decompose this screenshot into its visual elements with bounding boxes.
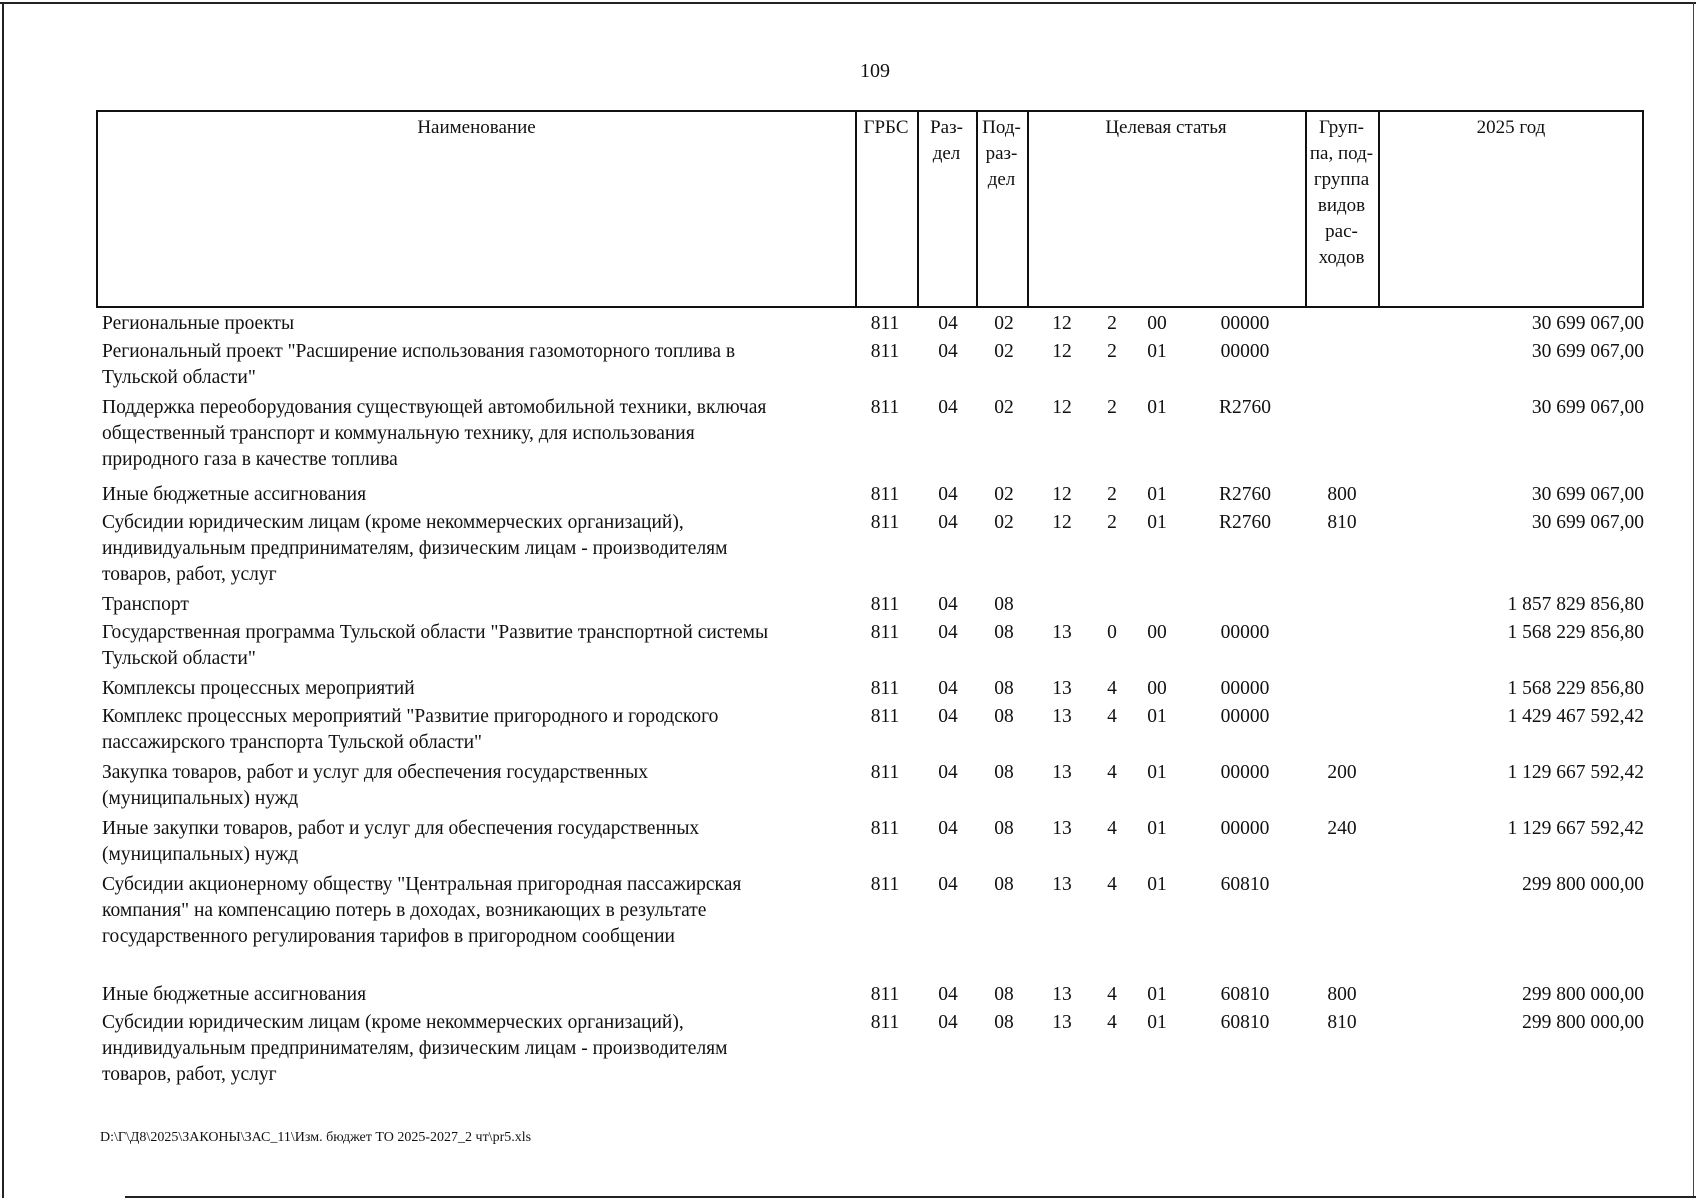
cell-target-structure: 01 <box>1147 512 1167 533</box>
cell-amount: 30 699 067,00 <box>1531 484 1644 505</box>
cell-podrazdel: 08 <box>994 594 1014 615</box>
cell-razdel: 04 <box>938 594 958 615</box>
cell-name: Закупка товаров, работ и услуг для обеспечения государственных (муниципальных) нужд <box>102 762 649 809</box>
cell-target-direction: 60810 <box>1220 984 1270 1005</box>
scan-border-right <box>1693 2 1694 1198</box>
cell-razdel: 04 <box>938 484 958 505</box>
cell-amount: 30 699 067,00 <box>1531 341 1644 362</box>
cell-target-type: 4 <box>1107 706 1117 727</box>
scan-border-left <box>2 2 4 1198</box>
cell-name: Поддержка переоборудования существующей автомобильной техники, включая общественный транспорт и коммунальную технику, для использования природного газа в качестве топлива <box>102 397 767 470</box>
cell-grbs: 811 <box>870 341 900 362</box>
cell-target-program: 12 <box>1052 484 1072 505</box>
cell-grbs: 811 <box>870 706 900 727</box>
cell-podrazdel: 02 <box>994 512 1014 533</box>
cell-grbs: 811 <box>870 762 900 783</box>
cell-target-structure: 01 <box>1147 484 1167 505</box>
cell-grbs: 811 <box>870 678 900 699</box>
cell-podrazdel: 08 <box>994 1012 1014 1033</box>
cell-amount: 1 857 829 856,80 <box>1507 594 1644 615</box>
cell-podrazdel: 08 <box>994 762 1014 783</box>
cell-razdel: 04 <box>938 762 958 783</box>
cell-target-structure: 00 <box>1147 313 1167 334</box>
cell-podrazdel: 02 <box>994 484 1014 505</box>
cell-target-direction: 00000 <box>1220 313 1270 334</box>
header-divider <box>855 112 857 306</box>
cell-podrazdel: 08 <box>994 984 1014 1005</box>
cell-target-direction: 00000 <box>1220 622 1270 643</box>
cell-target-type: 4 <box>1107 678 1117 699</box>
cell-podrazdel: 08 <box>994 818 1014 839</box>
cell-amount: 30 699 067,00 <box>1531 512 1644 533</box>
cell-name: Иные закупки товаров, работ и услуг для обеспечения государственных (муниципальных) нужд <box>102 818 700 865</box>
cell-target-direction: 60810 <box>1220 874 1270 895</box>
cell-amount: 1 129 667 592,42 <box>1507 762 1644 783</box>
cell-grbs: 811 <box>870 594 900 615</box>
cell-target-direction: R2760 <box>1218 397 1271 418</box>
scan-border-top <box>0 2 1696 4</box>
footer-file-path: D:\Г\Д8\2025\ЗАКОНЫ\ЗАС_11\Изм. бюджет ТО 2025-2027_2 чт\pr5.xls <box>100 1130 532 1145</box>
cell-razdel: 04 <box>938 1012 958 1033</box>
cell-target-structure: 01 <box>1147 762 1167 783</box>
cell-target-direction: 00000 <box>1220 818 1270 839</box>
cell-target-structure: 01 <box>1147 984 1167 1005</box>
cell-expense-group: 810 <box>1327 512 1357 533</box>
cell-target-program: 12 <box>1052 512 1072 533</box>
cell-razdel: 04 <box>938 984 958 1005</box>
cell-name: Субсидии юридическим лицам (кроме некоммерческих организаций), индивидуальным предпринимателям, физическим лицам - производителям товаров, работ, услуг <box>102 512 728 585</box>
cell-target-type: 0 <box>1107 622 1117 643</box>
cell-target-structure: 00 <box>1147 678 1167 699</box>
cell-name: Региональные проекты <box>102 313 295 334</box>
cell-target-direction: 60810 <box>1220 1012 1270 1033</box>
cell-target-structure: 01 <box>1147 397 1167 418</box>
cell-amount: 299 800 000,00 <box>1522 874 1644 895</box>
cell-podrazdel: 02 <box>994 341 1014 362</box>
cell-target-program: 13 <box>1052 706 1072 727</box>
cell-amount: 1 429 467 592,42 <box>1507 706 1644 727</box>
cell-grbs: 811 <box>870 313 900 334</box>
cell-name: Комплекс процессных мероприятий "Развитие пригородного и городского пассажирского транспорта Тульской области" <box>102 706 719 753</box>
header-gruppa-vidov-rashodov: Груп- па, под- группа видов рас- ходов <box>1309 117 1374 268</box>
cell-target-type: 4 <box>1107 818 1117 839</box>
cell-target-program: 12 <box>1052 313 1072 334</box>
header-divider <box>1378 112 1380 306</box>
scan-border-bottom <box>125 1196 1696 1198</box>
cell-target-direction: 00000 <box>1220 706 1270 727</box>
cell-grbs: 811 <box>870 818 900 839</box>
cell-grbs: 811 <box>870 397 900 418</box>
cell-podrazdel: 08 <box>994 678 1014 699</box>
cell-expense-group: 240 <box>1327 818 1357 839</box>
cell-amount: 30 699 067,00 <box>1531 313 1644 334</box>
cell-target-direction: R2760 <box>1218 512 1271 533</box>
cell-target-program: 13 <box>1052 622 1072 643</box>
cell-target-direction: 00000 <box>1220 678 1270 699</box>
cell-name: Региональный проект "Расширение использования газомоторного топлива в Тульской области" <box>102 341 736 388</box>
cell-expense-group: 200 <box>1327 762 1357 783</box>
cell-razdel: 04 <box>938 678 958 699</box>
cell-target-type: 4 <box>1107 984 1117 1005</box>
header-divider <box>1027 112 1029 306</box>
cell-name: Транспорт <box>102 594 189 615</box>
cell-target-structure: 01 <box>1147 1012 1167 1033</box>
cell-razdel: 04 <box>938 622 958 643</box>
cell-grbs: 811 <box>870 1012 900 1033</box>
cell-grbs: 811 <box>870 874 900 895</box>
cell-target-type: 2 <box>1107 484 1117 505</box>
cell-target-program: 13 <box>1052 874 1072 895</box>
cell-razdel: 04 <box>938 397 958 418</box>
cell-name: Комплексы процессных мероприятий <box>102 678 415 699</box>
cell-target-program: 13 <box>1052 984 1072 1005</box>
cell-podrazdel: 08 <box>994 622 1014 643</box>
cell-target-type: 2 <box>1107 397 1117 418</box>
cell-target-type: 4 <box>1107 762 1117 783</box>
cell-razdel: 04 <box>938 313 958 334</box>
cell-razdel: 04 <box>938 341 958 362</box>
cell-podrazdel: 08 <box>994 706 1014 727</box>
cell-expense-group: 810 <box>1327 1012 1357 1033</box>
cell-amount: 299 800 000,00 <box>1522 984 1644 1005</box>
cell-target-structure: 01 <box>1147 341 1167 362</box>
header-year: 2025 год <box>1476 117 1546 138</box>
cell-grbs: 811 <box>870 984 900 1005</box>
cell-razdel: 04 <box>938 512 958 533</box>
header-celevaya-statya: Целевая статья <box>1105 117 1227 138</box>
cell-target-direction: 00000 <box>1220 341 1270 362</box>
cell-razdel: 04 <box>938 874 958 895</box>
cell-target-structure: 01 <box>1147 874 1167 895</box>
header-razdel: Раз- дел <box>930 117 963 164</box>
cell-target-type: 4 <box>1107 874 1117 895</box>
cell-podrazdel: 02 <box>994 313 1014 334</box>
cell-target-structure: 00 <box>1147 622 1167 643</box>
cell-target-program: 12 <box>1052 341 1072 362</box>
cell-podrazdel: 02 <box>994 397 1014 418</box>
cell-target-program: 13 <box>1052 818 1072 839</box>
cell-grbs: 811 <box>870 484 900 505</box>
cell-target-type: 2 <box>1107 313 1117 334</box>
cell-razdel: 04 <box>938 706 958 727</box>
cell-name: Субсидии акционерному обществу "Центральная пригородная пассажирская компания" на компенсацию потерь в доходах, возникающих в результате государственного регулирования тарифов в пригородном сообщении <box>102 874 742 947</box>
header-podrazdel: Под- раз- дел <box>982 117 1021 190</box>
cell-target-type: 2 <box>1107 512 1117 533</box>
cell-expense-group: 800 <box>1327 984 1357 1005</box>
cell-target-program: 13 <box>1052 762 1072 783</box>
page-number: 109 <box>860 60 890 82</box>
cell-razdel: 04 <box>938 818 958 839</box>
cell-name: Субсидии юридическим лицам (кроме некоммерческих организаций), индивидуальным предпринимателям, физическим лицам - производителям товаров, работ, услуг <box>102 1012 728 1085</box>
cell-target-type: 2 <box>1107 341 1117 362</box>
cell-target-program: 12 <box>1052 397 1072 418</box>
cell-amount: 299 800 000,00 <box>1522 1012 1644 1033</box>
cell-grbs: 811 <box>870 512 900 533</box>
cell-amount: 1 129 667 592,42 <box>1507 818 1644 839</box>
cell-target-structure: 01 <box>1147 706 1167 727</box>
cell-name: Иные бюджетные ассигнования <box>102 484 367 505</box>
cell-amount: 30 699 067,00 <box>1531 397 1644 418</box>
cell-podrazdel: 08 <box>994 874 1014 895</box>
cell-target-structure: 01 <box>1147 818 1167 839</box>
header-grbs: ГРБС <box>863 117 909 138</box>
table-header <box>96 110 1644 308</box>
cell-amount: 1 568 229 856,80 <box>1507 678 1644 699</box>
cell-expense-group: 800 <box>1327 484 1357 505</box>
cell-target-program: 13 <box>1052 678 1072 699</box>
cell-name: Государственная программа Тульской области "Развитие транспортной системы Тульской области" <box>102 622 769 669</box>
header-name: Наименование <box>417 117 536 138</box>
cell-target-direction: 00000 <box>1220 762 1270 783</box>
cell-target-direction: R2760 <box>1218 484 1271 505</box>
cell-target-type: 4 <box>1107 1012 1117 1033</box>
cell-amount: 1 568 229 856,80 <box>1507 622 1644 643</box>
cell-target-program: 13 <box>1052 1012 1072 1033</box>
cell-grbs: 811 <box>870 622 900 643</box>
cell-name: Иные бюджетные ассигнования <box>102 984 367 1005</box>
